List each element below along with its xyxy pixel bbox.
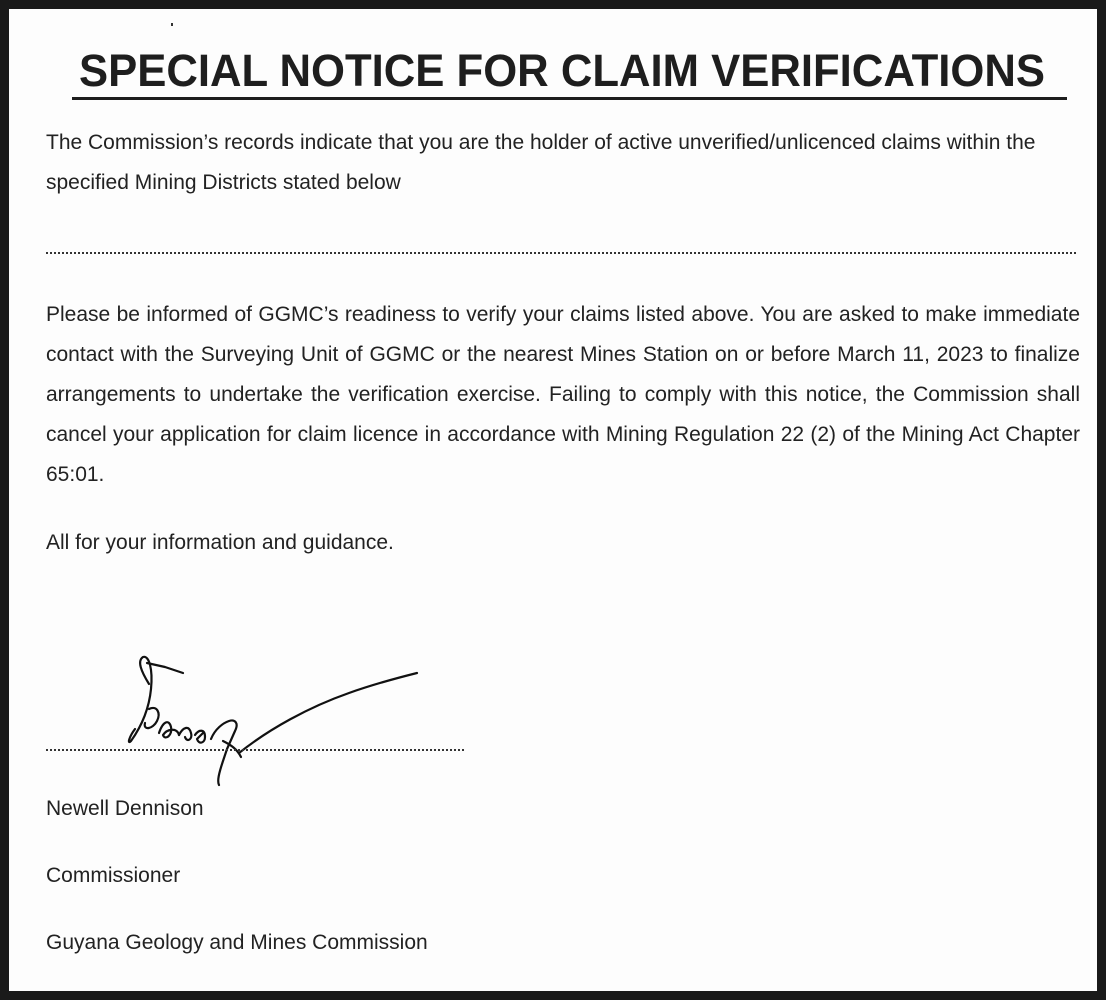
body-paragraph: Please be informed of GGMC’s readiness to verify your claims listed above. You are asked to make immediate contact with the Surveying Unit of GGMC or the nearest Mines Station on or before March 11, 2023 to finalize arrangements to undertake the verification exercise. Failing to comply with this notice, the Commission shall cancel your application for claim licence in accordance with Mining Regulation 22 (2) of the Mining Act Chapter 65:01. bbox=[46, 303, 1080, 486]
district-fill-line bbox=[46, 252, 1076, 254]
notice-title: SPECIAL NOTICE FOR CLAIM VERIFICATIONS bbox=[79, 45, 1045, 96]
signatory-title: Commissioner bbox=[46, 864, 181, 887]
signature-line bbox=[46, 749, 464, 751]
intro-paragraph: The Commission’s records indicate that you are the holder of active unverified/unlicenced claims within the specified Mining Districts stated below bbox=[46, 131, 1036, 194]
handwritten-signature bbox=[119, 649, 429, 799]
print-speck bbox=[171, 23, 173, 26]
closing-paragraph: All for your information and guidance. bbox=[46, 531, 394, 554]
signatory-organization: Guyana Geology and Mines Commission bbox=[46, 931, 428, 954]
signatory-name: Newell Dennison bbox=[46, 797, 204, 820]
title-underline bbox=[72, 97, 1067, 100]
